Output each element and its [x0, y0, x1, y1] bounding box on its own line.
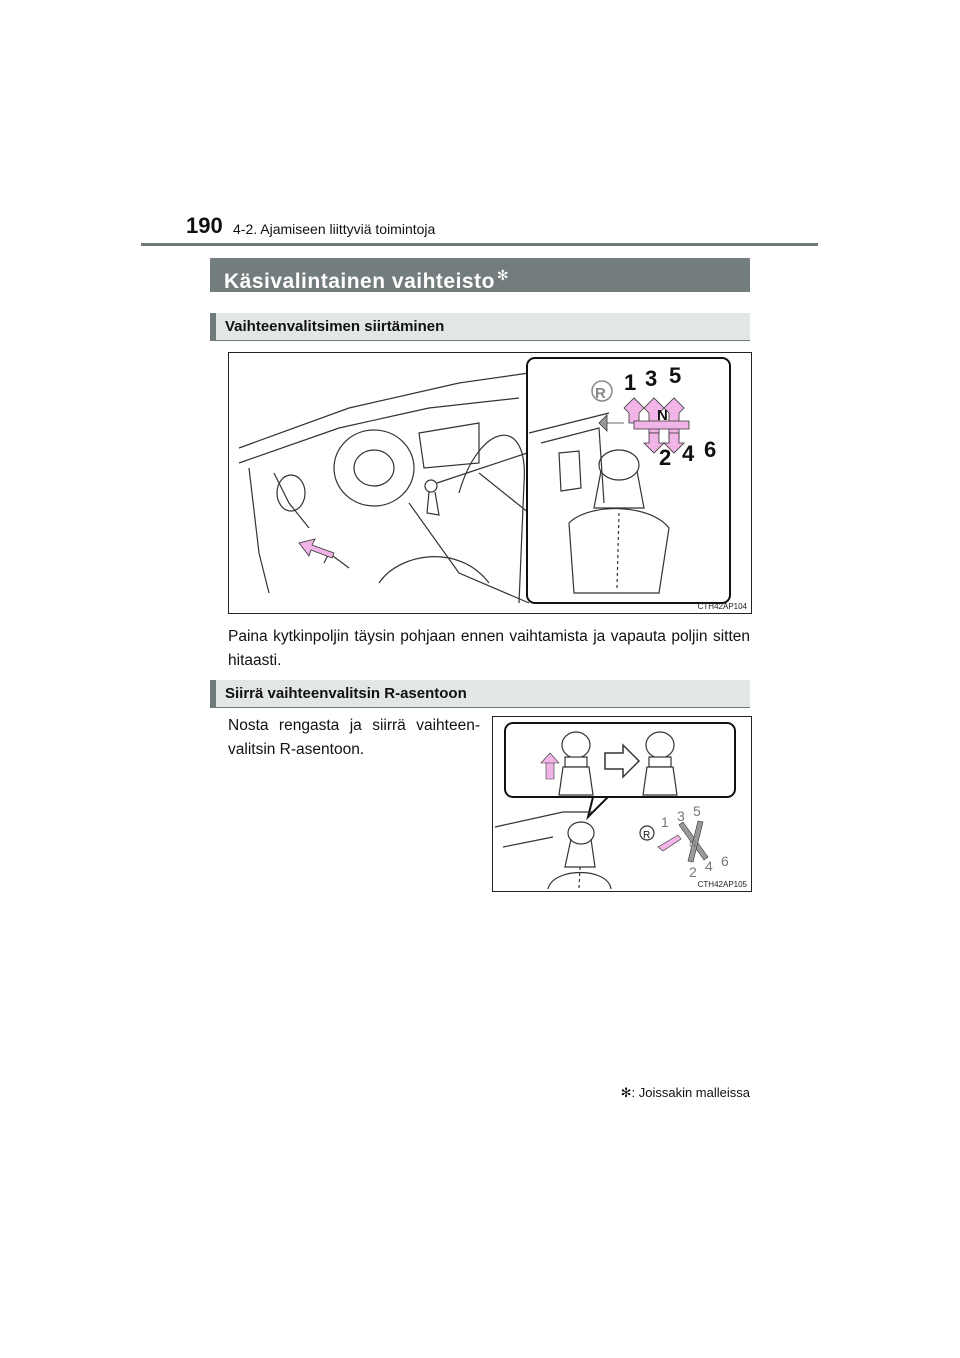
- gear-label-n: N: [657, 407, 668, 424]
- gear-label-n: N: [689, 839, 697, 850]
- clutch-pedal-arrow-icon: [299, 539, 334, 558]
- gear-label-2: 2: [659, 445, 672, 470]
- figure-code: CTH42AP105: [697, 880, 747, 889]
- gear-label-6: 6: [704, 437, 717, 462]
- gear-label-3: 3: [645, 366, 658, 391]
- page-number: 190: [186, 213, 223, 238]
- gear-label-2: 2: [689, 864, 697, 880]
- breadcrumb: 4-2. Ajamiseen liittyviä toimintoja: [233, 221, 436, 237]
- gear-label-r: R: [643, 830, 651, 841]
- asterisk-icon: ✻: [496, 267, 510, 283]
- gear-label-5: 5: [669, 363, 682, 388]
- instruction-text-clutch: Paina kytkinpoljin täysin pohjaan ennen vaihtamista ja vapauta poljin sitten hitaasti.: [228, 628, 750, 669]
- footnote-text: : Joissakin malleissa: [631, 1085, 750, 1100]
- gear-label-3: 3: [677, 808, 685, 824]
- instruction-text-reverse: Nosta rengasta ja siirrä vaihteen-valitsin R-asentoon.: [228, 717, 480, 758]
- figure-reverse-shift: [492, 716, 752, 892]
- subsection-heading-shifting: Vaihteenvalitsimen siirtäminen: [210, 313, 750, 341]
- figure-cockpit-shift-lever: [228, 352, 752, 614]
- footnote: [580, 1085, 750, 1101]
- reverse-shift-illustration: [493, 717, 751, 891]
- gear-label-4: 4: [705, 858, 713, 874]
- section-title: [210, 258, 750, 292]
- gear-label-r: R: [595, 385, 606, 402]
- asterisk-icon: ✻: [620, 1085, 632, 1100]
- gear-label-1: 1: [624, 370, 637, 395]
- gear-label-1: 1: [661, 814, 669, 830]
- section-title-text: Käsivalintainen vaihteisto: [224, 270, 495, 293]
- gear-label-6: 6: [721, 853, 729, 869]
- gear-label-5: 5: [693, 803, 701, 819]
- header-divider: [141, 243, 818, 246]
- cockpit-illustration: [229, 353, 751, 613]
- figure-code: CTH42AP104: [697, 602, 747, 611]
- subsection-heading-reverse: Siirrä vaihteenvalitsin R-asentoon: [210, 680, 750, 708]
- gear-label-4: 4: [682, 441, 695, 466]
